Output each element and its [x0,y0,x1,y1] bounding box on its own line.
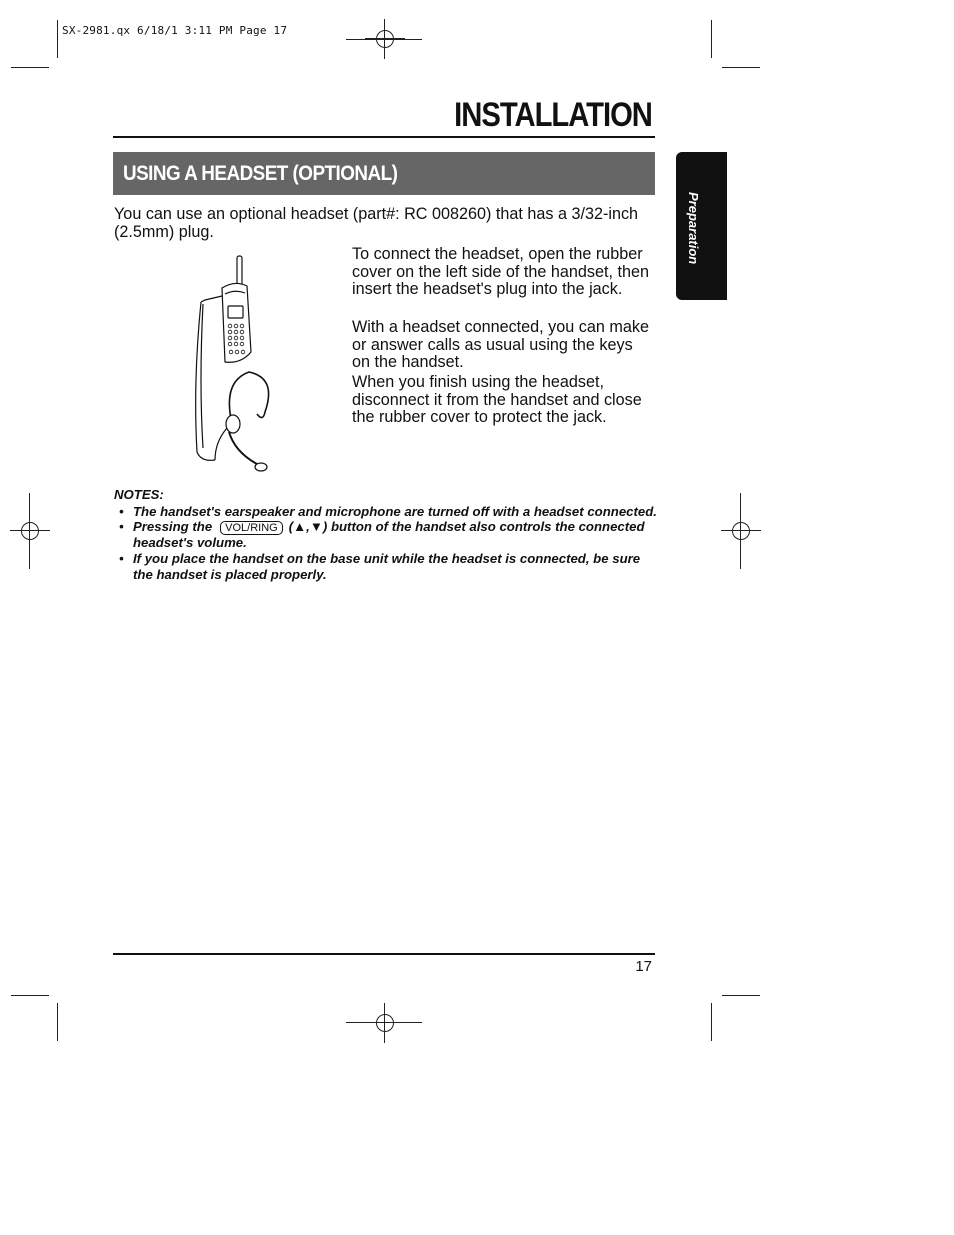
crop-mark [711,1003,712,1041]
page-number: 17 [635,958,652,975]
registration-mark-icon [365,19,405,59]
footer-rule [113,953,655,955]
crop-mark [711,20,712,58]
note-text: If you place the handset on the base unit while the headset is connected, be sure the handset is placed properly. [133,551,641,582]
section-header [113,152,655,195]
registration-mark-icon [365,1003,405,1043]
vol-ring-key-label: VOL/RING [220,521,283,535]
note-item [114,519,659,551]
title-rule [113,136,655,138]
bullet: • [119,519,124,535]
crop-mark [57,1003,58,1041]
crop-mark [740,493,741,569]
body-paragraph: With a headset connected, you can make or answer calls as usual using the keys on the handset. [352,318,649,371]
note-text: The handset's earspeaker and microphone are turned off with a headset connected. [133,503,657,519]
note-text: (▲,▼) button of the handset also controls the connected headset's volume. [133,519,645,551]
bullet: • [119,551,124,567]
body-paragraph: When you finish using the headset, disconnect it from the handset and close the rubber cover to protect the jack. [352,373,642,426]
notes-section [114,487,659,583]
intro-paragraph: You can use an optional headset (part#: RC 008260) that has a 3/32-inch (2.5mm) plug. [114,205,639,241]
registration-mark-icon [10,511,50,551]
crop-mark [29,493,30,569]
crop-mark [722,67,760,68]
side-tab [676,152,727,300]
registration-mark-icon [721,511,761,551]
print-slug: SX-2981.qx 6/18/1 3:11 PM Page 17 [62,24,288,37]
body-paragraph: To connect the headset, open the rubber cover on the left side of the handset, then insert the headset's plug into the jack. [352,245,649,298]
crop-mark [11,67,49,68]
crop-mark [57,20,58,58]
notes-heading: NOTES: [114,487,164,502]
note-item [114,551,659,582]
section-title: USING A HEADSET (OPTIONAL) [123,162,398,185]
side-tab-label: Preparation [686,192,701,265]
crop-mark [11,995,49,996]
note-text: Pressing the [133,519,213,535]
page-title: INSTALLATION [454,96,652,134]
note-item [114,504,659,520]
bullet: • [119,503,124,519]
crop-mark [722,995,760,996]
handset-with-headset-icon [185,252,285,480]
